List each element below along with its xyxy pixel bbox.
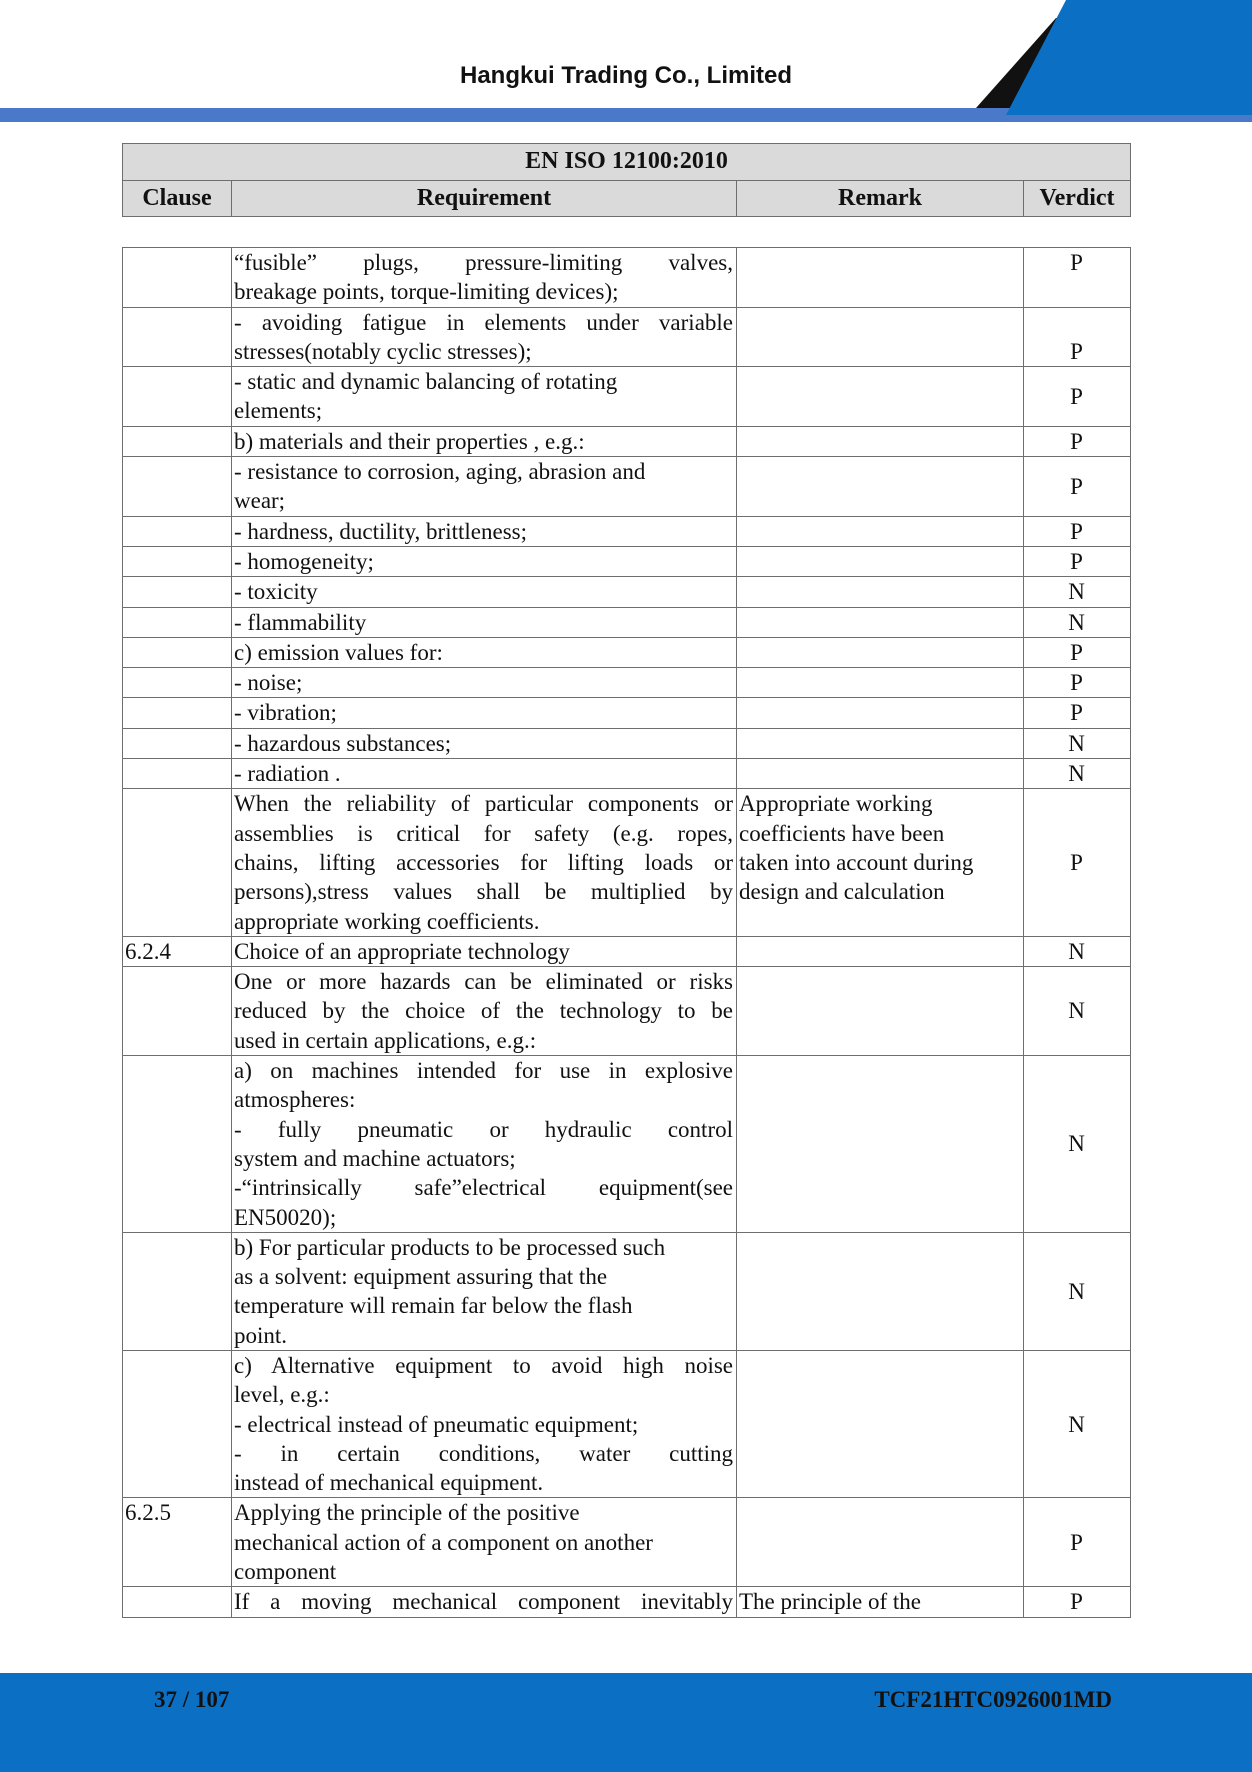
- verdict-cell: P: [1024, 516, 1131, 546]
- table-row: [123, 936, 1131, 966]
- remark-cell: [737, 1587, 1024, 1617]
- requirement-cell: [232, 698, 737, 728]
- clause-cell: [123, 789, 232, 936]
- requirement-line: - noise;: [234, 670, 303, 696]
- requirement-line: - hardness, ductility, brittleness;: [234, 518, 527, 544]
- clause-cell: [123, 1056, 232, 1233]
- requirement-line: - vibration;: [234, 700, 337, 726]
- requirement-line: - resistance to corrosion, aging, abrasion and: [234, 459, 646, 485]
- clause-cell: [123, 1232, 232, 1350]
- verdict-cell: N: [1024, 759, 1131, 789]
- clause-cell: [123, 367, 232, 427]
- requirement-line: - hazardous substances;: [234, 730, 452, 756]
- verdict-cell: N: [1024, 577, 1131, 607]
- requirement-line: point.: [234, 1322, 288, 1348]
- requirement-line: persons),stress values shall be multiplied by: [234, 879, 733, 905]
- requirement-line: EN50020);: [234, 1204, 337, 1230]
- table-row: [123, 577, 1131, 607]
- verdict-cell: P: [1024, 789, 1131, 936]
- remark-line: design and calculation: [739, 879, 945, 905]
- verdict-cell: P: [1024, 1498, 1131, 1587]
- requirement-line: a) on machines intended for use in explosive: [234, 1058, 733, 1084]
- requirement-cell: [232, 457, 737, 517]
- table-row: [123, 668, 1131, 698]
- clause-cell: 6.2.4: [123, 936, 232, 966]
- requirements-table: [122, 247, 1131, 1618]
- verdict-cell: P: [1024, 668, 1131, 698]
- column-requirement: Requirement: [232, 181, 737, 217]
- requirement-line: system and machine actuators;: [234, 1145, 516, 1171]
- requirement-line: One or more hazards can be eliminated or risks: [234, 969, 733, 995]
- remark-cell: [737, 668, 1024, 698]
- requirement-cell: [232, 1587, 737, 1617]
- requirement-cell: [232, 248, 737, 308]
- requirement-line: stresses(notably cyclic stresses);: [234, 338, 532, 364]
- remark-cell: [737, 1350, 1024, 1497]
- verdict-cell: P: [1024, 637, 1131, 667]
- requirement-line: c) emission values for:: [234, 639, 443, 665]
- requirement-line: Choice of an appropriate technology: [234, 938, 570, 964]
- clause-cell: [123, 516, 232, 546]
- table-row: [123, 759, 1131, 789]
- remark-cell: [737, 936, 1024, 966]
- requirement-line: elements;: [234, 398, 323, 424]
- clause-cell: [123, 668, 232, 698]
- clause-cell: [123, 248, 232, 308]
- remark-line: taken into account during: [739, 849, 974, 875]
- table-row: [123, 698, 1131, 728]
- requirement-cell: [232, 1056, 737, 1233]
- verdict-cell: P: [1024, 1587, 1131, 1617]
- requirement-cell: [232, 426, 737, 456]
- requirement-line: wear;: [234, 488, 286, 514]
- remark-cell: [737, 307, 1024, 367]
- remark-line: The principle of the: [739, 1589, 922, 1615]
- clause-cell: [123, 759, 232, 789]
- verdict-cell: N: [1024, 936, 1131, 966]
- remark-cell: [737, 728, 1024, 758]
- requirement-cell: [232, 367, 737, 427]
- requirement-cell: [232, 607, 737, 637]
- requirement-line: b) For particular products to be processed such: [234, 1234, 666, 1260]
- requirement-cell: [232, 668, 737, 698]
- remark-cell: [737, 426, 1024, 456]
- requirement-cell: [232, 728, 737, 758]
- remark-cell: [737, 607, 1024, 637]
- clause-cell: [123, 637, 232, 667]
- table-row: [123, 637, 1131, 667]
- requirement-line: assemblies is critical for safety (e.g. ropes,: [234, 820, 733, 846]
- requirement-line: c) Alternative equipment to avoid high noise: [234, 1352, 733, 1378]
- verdict-cell: P: [1024, 546, 1131, 576]
- requirement-line: - fully pneumatic or hydraulic control: [234, 1116, 733, 1142]
- remark-cell: [737, 248, 1024, 308]
- remark-cell: [737, 1232, 1024, 1350]
- table-row: [123, 546, 1131, 576]
- requirement-line: - in certain conditions, water cutting: [234, 1440, 733, 1466]
- requirement-line: - radiation .: [234, 761, 341, 787]
- requirement-cell: [232, 789, 737, 936]
- requirement-line: chains, lifting accessories for lifting loads or: [234, 849, 733, 875]
- requirement-line: appropriate working coefficients.: [234, 908, 540, 934]
- requirement-line: “fusible” plugs, pressure-limiting valves,: [234, 250, 733, 275]
- clause-cell: [123, 1587, 232, 1617]
- verdict-cell: N: [1024, 1056, 1131, 1233]
- table-row: [123, 607, 1131, 637]
- requirement-line: b) materials and their properties , e.g.:: [234, 428, 585, 454]
- requirement-line: If a moving mechanical component inevitably: [234, 1589, 733, 1615]
- table-row: [123, 1056, 1131, 1233]
- requirement-cell: [232, 637, 737, 667]
- verdict-cell: N: [1024, 607, 1131, 637]
- verdict-cell: P: [1024, 367, 1131, 427]
- verdict-cell: N: [1024, 728, 1131, 758]
- verdict-cell: P: [1024, 457, 1131, 517]
- table-row: [123, 1350, 1131, 1497]
- requirement-line: used in certain applications, e.g.:: [234, 1027, 537, 1053]
- company-name: Hangkui Trading Co., Limited: [459, 62, 792, 89]
- table-row: [123, 457, 1131, 517]
- remark-cell: [737, 759, 1024, 789]
- standard-title: EN ISO 12100:2010: [123, 144, 1131, 181]
- table-row: [123, 426, 1131, 456]
- requirement-line: level, e.g.:: [234, 1382, 330, 1408]
- requirement-line: temperature will remain far below the flash: [234, 1293, 633, 1319]
- remark-cell: [737, 546, 1024, 576]
- header-decoration-icon: [960, 0, 1252, 124]
- table-row: [123, 307, 1131, 367]
- document-number: TCF21HTC0926001MD: [874, 1687, 1112, 1712]
- requirement-line: component: [234, 1559, 337, 1585]
- requirement-cell: [232, 516, 737, 546]
- requirement-line: breakage points, torque-limiting devices);: [234, 279, 619, 305]
- table-row: [123, 1232, 1131, 1350]
- remark-cell: [737, 1056, 1024, 1233]
- clause-cell: [123, 967, 232, 1056]
- table-row: [123, 728, 1131, 758]
- requirement-line: -“intrinsically safe”electrical equipment(see: [234, 1175, 733, 1201]
- requirement-cell: [232, 936, 737, 966]
- requirement-cell: [232, 1498, 737, 1587]
- remark-cell: [737, 457, 1024, 517]
- remark-cell: [737, 577, 1024, 607]
- verdict-cell: N: [1024, 1232, 1131, 1350]
- requirement-cell: [232, 577, 737, 607]
- column-clause: Clause: [123, 181, 232, 217]
- verdict-cell: N: [1024, 967, 1131, 1056]
- clause-cell: [123, 607, 232, 637]
- table-row: [123, 789, 1131, 936]
- page-header: [0, 0, 1252, 124]
- table-header: [122, 143, 1131, 217]
- table-row: [123, 248, 1131, 308]
- requirement-cell: [232, 759, 737, 789]
- requirement-line: - electrical instead of pneumatic equipment;: [234, 1411, 639, 1437]
- column-remark: Remark: [737, 181, 1024, 217]
- clause-cell: [123, 426, 232, 456]
- requirement-cell: [232, 1232, 737, 1350]
- clause-cell: [123, 457, 232, 517]
- requirement-line: - homogeneity;: [234, 548, 374, 574]
- verdict-cell: P: [1024, 248, 1131, 308]
- remark-cell: [737, 698, 1024, 728]
- requirement-line: Applying the principle of the positive: [234, 1500, 580, 1526]
- column-verdict: Verdict: [1024, 181, 1131, 217]
- requirement-line: mechanical action of a component on another: [234, 1529, 653, 1555]
- requirement-line: atmospheres:: [234, 1087, 356, 1113]
- requirement-line: as a solvent: equipment assuring that the: [234, 1264, 608, 1290]
- clause-cell: [123, 577, 232, 607]
- remark-cell: [737, 367, 1024, 427]
- requirement-line: reduced by the choice of the technology to be: [234, 998, 733, 1024]
- page-number: 37 / 107: [154, 1687, 230, 1712]
- remark-cell: [737, 789, 1024, 936]
- requirement-cell: [232, 1350, 737, 1497]
- verdict-cell: P: [1024, 307, 1131, 367]
- requirement-line: - flammability: [234, 609, 367, 635]
- table-row: [123, 1587, 1131, 1617]
- requirement-line: - toxicity: [234, 579, 318, 605]
- remark-line: Appropriate working: [739, 791, 933, 817]
- verdict-cell: P: [1024, 698, 1131, 728]
- clause-cell: [123, 307, 232, 367]
- requirement-cell: [232, 967, 737, 1056]
- remark-cell: [737, 637, 1024, 667]
- verdict-cell: P: [1024, 426, 1131, 456]
- remark-cell: [737, 967, 1024, 1056]
- remark-line: coefficients have been: [739, 820, 945, 846]
- clause-cell: [123, 728, 232, 758]
- requirement-line: - avoiding fatigue in elements under variable: [234, 309, 733, 335]
- page-footer: [0, 1673, 1252, 1772]
- table-row: [123, 1498, 1131, 1587]
- table-row: [123, 367, 1131, 427]
- requirement-line: When the reliability of particular components or: [234, 791, 733, 817]
- requirement-cell: [232, 307, 737, 367]
- table-row: [123, 516, 1131, 546]
- clause-cell: [123, 546, 232, 576]
- verdict-cell: N: [1024, 1350, 1131, 1497]
- remark-cell: [737, 516, 1024, 546]
- requirement-cell: [232, 546, 737, 576]
- requirement-line: - static and dynamic balancing of rotating: [234, 369, 618, 395]
- clause-cell: [123, 698, 232, 728]
- remark-cell: [737, 1498, 1024, 1587]
- clause-cell: [123, 1350, 232, 1497]
- requirement-line: instead of mechanical equipment.: [234, 1470, 544, 1496]
- clause-cell: 6.2.5: [123, 1498, 232, 1587]
- table-row: [123, 967, 1131, 1056]
